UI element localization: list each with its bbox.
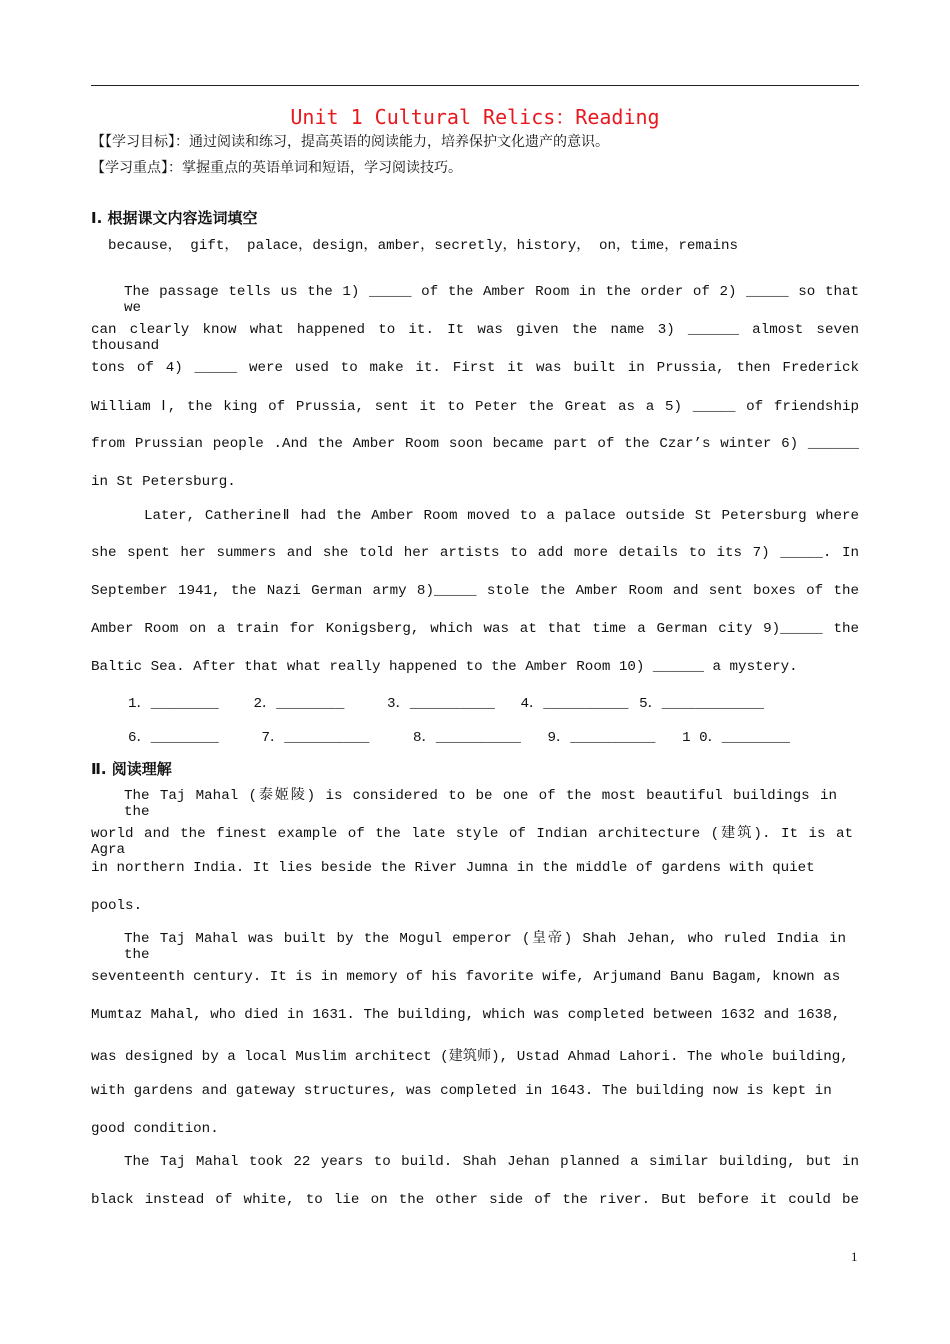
reading-line: The Taj Mahal (泰姬陵) is considered to be one of the most beautiful buildings in the <box>124 788 837 820</box>
p2-line: Amber Room on a train for Konigsberg, which was at that time a German city 9)_____ the <box>91 621 859 637</box>
answer-blank[interactable]: 7．__________ <box>261 730 370 746</box>
p2-line: Baltic Sea. After that what really happened to the Amber Room 10) ______ a mystery. <box>91 659 798 675</box>
reading-line: good condition. <box>91 1121 219 1137</box>
answer-row-1 <box>128 692 896 712</box>
learning-keypoints: 【学习重点】：掌握重点的英语单词和短语，学习阅读技巧。 <box>91 160 462 176</box>
answer-blank[interactable]: 6．________ <box>128 730 219 746</box>
p1-line: tons of 4) _____ were used to make it. First it was built in Prussia, then Frederick <box>91 360 859 376</box>
answer-blank[interactable]: 5．____________ <box>639 696 764 712</box>
reading-line: The Taj Mahal took 22 years to build. Shah Jehan planned a similar building, but in <box>124 1154 859 1170</box>
answer-blank[interactable]: 3．__________ <box>387 696 495 712</box>
reading-line: Mumtaz Mahal, who died in 1631. The building, which was completed between 1632 and 1638, <box>91 1007 841 1023</box>
answer-blank[interactable]: 1．________ <box>128 696 219 712</box>
answer-blank[interactable]: 2．________ <box>253 696 345 712</box>
p1-line: in St Petersburg. <box>91 474 236 490</box>
p2-line: she spent her summers and she told her artists to add more details to its 7) _____. In <box>91 545 859 561</box>
answer-blank[interactable]: 4．__________ <box>520 696 629 712</box>
p1-line: can clearly know what happened to it. It was given the name 3) ______ almost seven thousand <box>91 322 859 354</box>
reading-line: with gardens and gateway structures, was completed in 1643. The building now is kept in <box>91 1083 832 1099</box>
header-rule <box>91 85 859 86</box>
answer-blank[interactable]: 1 0．________ <box>682 730 790 746</box>
p1-line: William Ⅰ, the king of Prussia, sent it to Peter the Great as a 5) _____ of friendship <box>91 399 859 415</box>
reading-line: in northern India. It lies beside the River Jumna in the middle of gardens with quiet <box>91 860 815 876</box>
p1-line: from Prussian people .And the Amber Room soon became part of the Czar’s winter 6) ______ <box>91 436 859 452</box>
reading-line: seventeenth century. It is in memory of his favorite wife, Arjumand Banu Bagam, known as <box>91 969 841 985</box>
p2-line: September 1941, the Nazi German army 8)_____ stole the Amber Room and sent boxes of the <box>91 583 859 599</box>
answer-blank[interactable]: 9．__________ <box>547 730 656 746</box>
answer-row-2 <box>128 726 896 746</box>
reading-line: black instead of white, to lie on the other side of the river. But before it could be <box>91 1192 859 1208</box>
p2-line: Later, CatherineⅡ had the Amber Room moved to a palace outside St Petersburg where <box>144 508 859 524</box>
page-number: 1 <box>851 1249 858 1264</box>
word-bank: because， gift， palace，design，amber，secretly，history， on，time，remains <box>108 238 739 254</box>
reading-line: world and the finest example of the late style of Indian architecture (建筑). It is at Agra <box>91 826 853 858</box>
section2-heading: Ⅱ. 阅读理解 <box>91 760 172 778</box>
reading-line: pools. <box>91 898 143 914</box>
page-title: Unit 1 Cultural Relics：Reading <box>290 105 660 129</box>
reading-line: was designed by a local Muslim architect (建筑师), Ustad Ahmad Lahori. The whole building, <box>91 1049 849 1065</box>
p1-line: The passage tells us the 1) _____ of the Amber Room in the order of 2) _____ so that we <box>124 284 859 316</box>
reading-line: The Taj Mahal was built by the Mogul emperor (皇帝) Shah Jehan, who ruled India in the <box>124 931 846 963</box>
answer-blank[interactable]: 8．__________ <box>413 730 521 746</box>
learning-objectives: 【【学习目标】：通过阅读和练习，提高英语的阅读能力，培养保护文化遗产的意识。 <box>91 134 609 150</box>
section1-heading: Ⅰ. 根据课文内容选词填空 <box>91 209 258 227</box>
